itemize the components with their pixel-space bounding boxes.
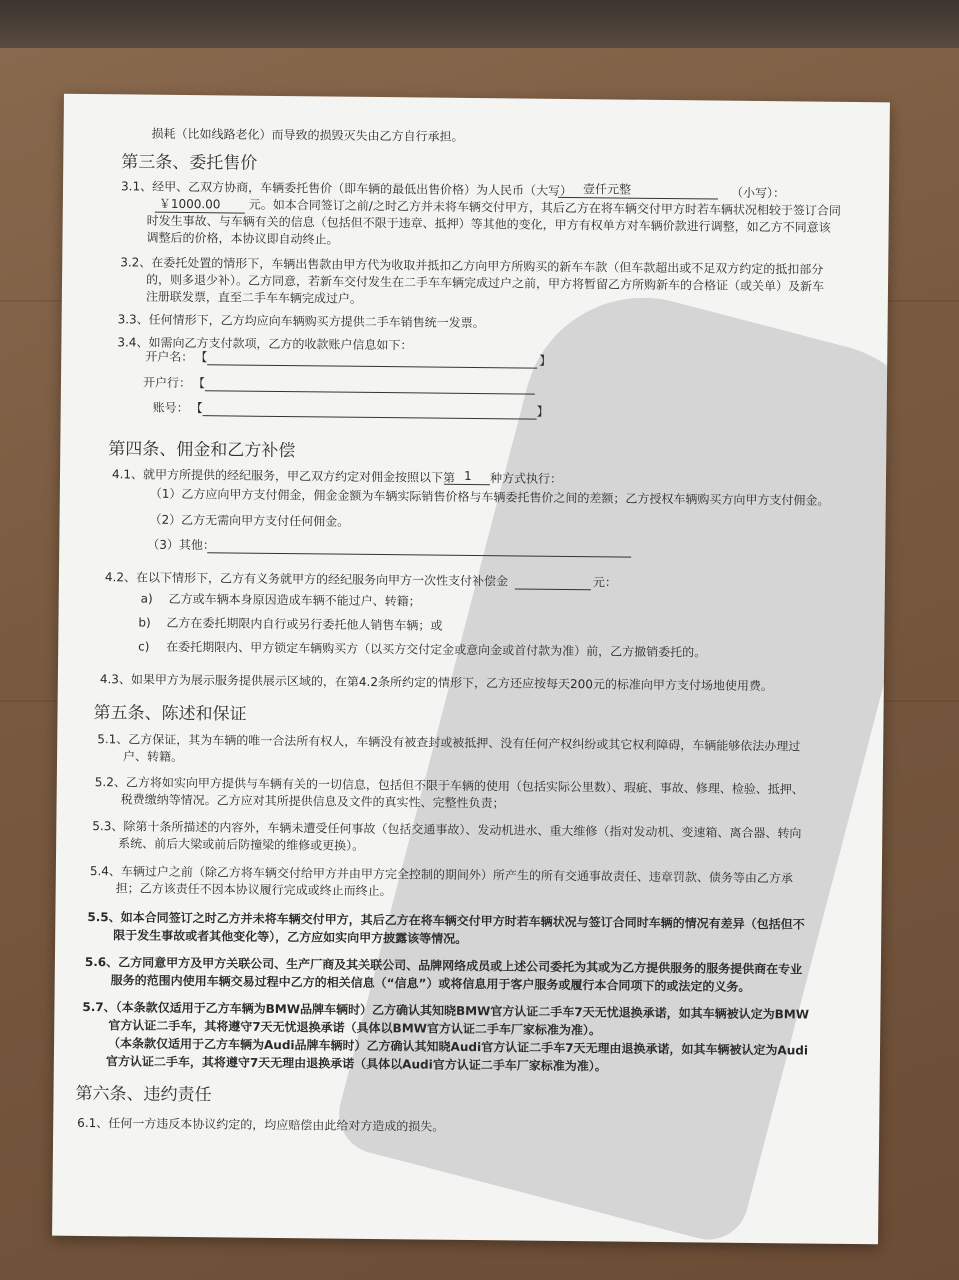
clause-5-7-d: 官方认证二手车，其将遵守7天无理由退换承诺（具体以Audi官方认证二手车厂家标准为准）。: [105, 1054, 607, 1074]
account-number-field[interactable]: [203, 414, 537, 419]
clause-3-1-a: 3.1、经甲、乙双方协商，车辆委托售价（即车辆的最低出售价格）为人民币（大写）: [120, 179, 573, 199]
account-bank-field[interactable]: [205, 389, 535, 394]
clause-3-1-c: 时发生事故、与车辆有关的信息（包括但不限于违章、抵押）等其他的变化，甲方有权单方对车辆价款进行调整，如乙方不同意该: [146, 213, 831, 235]
item-b-text: 乙方在委托期限内自行或另行委托他人销售车辆；或: [166, 615, 443, 633]
option-1: （1）乙方应向甲方支付佣金，佣金金额为车辆实际销售价格与车辆委托售价之间的差额；乙方授权车辆购买方向甲方支付佣金。: [149, 486, 830, 508]
clause-5-7-b: 官方认证二手车，其将遵守7天无忧退换承诺（具体以BMW官方认证二手车厂家标准为准）。: [108, 1018, 601, 1038]
commission-option-number: 1: [463, 468, 472, 483]
article-3-title: 第三条、委托售价: [121, 152, 258, 174]
clause-3-2-c: 注册联发票，直至二手车车辆完成过户。: [145, 289, 362, 306]
clause-3-2-a: 3.2、在委托处置的情形下，车辆出售款由甲方代为收取并抵扣乙方向甲方所购买的新车车款（但车款超出或不足双方约定的抵扣部分: [120, 255, 824, 277]
clause-5-7-a: 5.7、（本条款仅适用于乙方车辆为BMW品牌车辆时）乙方确认其知晓BMW官方认证二手车7天无忧退换承诺，如其车辆被认定为BMW: [82, 999, 810, 1022]
bracket-left: 【: [195, 350, 208, 365]
clause-5-5-b: 限于发生事故或者其他变化等），乙方应如实向甲方披露该等情况。: [113, 928, 468, 946]
article-4-title: 第四条、佣金和乙方补偿: [108, 439, 296, 462]
background-top-strip: [0, 0, 959, 48]
clause-5-2-a: 5.2、乙方将如实向甲方提供与车辆有关的一切信息，包括但不限于车辆的使用（包括实际公里数）、瑕疵、事故、修理、检验、抵押、: [94, 775, 804, 797]
bracket-right: 】: [539, 353, 552, 368]
clause-5-1-b: 户、转籍。: [122, 749, 184, 764]
clause-3-1-b: 元。如本合同签订之前/之时乙方并未将车辆交付甲方，其后乙方在将车辆交付甲方时若车辆状况相较于签订合同: [248, 197, 841, 218]
item-c-text: 在委托期限内、甲方锁定车辆购买方（以买方交付定金或意向金或首付款为准）前，乙方撤销委托的。: [166, 639, 707, 660]
clause-4-2-a: 4.2、在以下情形下，乙方有义务就甲方的经纪服务向甲方一次性支付补偿金: [104, 570, 509, 589]
item-a-label: a): [140, 591, 153, 606]
clause-5-4-b: 担；乙方该责任不因本协议履行完成或终止而终止。: [115, 881, 392, 899]
account-name-label: 开户名：: [145, 349, 194, 365]
article-5-title: 第五条、陈述和保证: [93, 703, 247, 725]
clause-3-4: 3.4、如需向乙方支付款项，乙方的收款账户信息如下：: [117, 335, 413, 353]
amount-uppercase-line: [558, 196, 718, 200]
clause-5-7-c: （本条款仅适用于乙方车辆为Audi品牌车辆时）乙方确认其知晓Audi官方认证二手车7天无理由退换承诺，如其车辆被认定为Audi: [107, 1036, 809, 1058]
amount-uppercase: 壹仟元整: [582, 182, 632, 197]
clause-4-2-b: 元：: [592, 575, 618, 590]
clause-4-1-a: 4.1、就甲方所提供的经纪服务，甲乙双方约定对佣金按照以下第: [111, 467, 456, 485]
clause-5-6-b: 服务的范围内使用车辆交易过程中乙方的相关信息（“信息”）或将信息用于客户服务或履行本合同项下的或法定的义务。: [110, 973, 751, 994]
compensation-field[interactable]: [515, 587, 591, 590]
item-c-label: c): [138, 639, 150, 654]
account-number-label: 账号：: [152, 400, 189, 416]
account-name-field[interactable]: [207, 363, 537, 368]
lowercase-label: （小写）：: [730, 185, 786, 201]
clause-6-1: 6.1、任何一方违反本协议约定的，均应赔偿由此给对方造成的损失。: [77, 1115, 445, 1134]
option-3-field[interactable]: [207, 551, 631, 557]
clause-4-1-b: 种方式执行：: [489, 471, 563, 486]
clause-5-4-a: 5.4、车辆过户之前（除乙方将车辆交付给甲方并由甲方完全控制的期间外）所产生的所有交通事故责任、违章罚款、债务等由乙方承: [89, 864, 793, 886]
amount-lowercase: ￥1000.00: [158, 196, 221, 212]
option-2: （2）乙方无需向甲方支付任何佣金。: [149, 512, 350, 529]
bracket-right: 】: [536, 404, 549, 419]
intro-text: 损耗（比如线路老化）而导致的损毁灭失由乙方自行承担。: [151, 126, 464, 144]
clause-5-1-a: 5.1、乙方保证，其为车辆的唯一合法所有权人，车辆没有被查封或被抵押、没有任何产权纠纷或其它权利障碍，车辆能够依法办理过: [97, 732, 801, 754]
account-bank-label: 开户行：: [142, 375, 192, 391]
option-3: （3）其他：: [147, 537, 215, 553]
clause-5-3-b: 系统、前后大梁或前后防撞梁的维修或更换）。: [118, 836, 365, 853]
clause-3-2-b: 的，则多退少补）。乙方同意，若新车交付发生在二手车车辆完成过户之前，甲方将暂留乙方所购新车的合格证（或关单）及新车: [145, 272, 825, 294]
clause-3-3: 3.3、任何情形下，乙方均应向车辆购买方提供二手车销售统一发票。: [117, 312, 485, 331]
clause-5-5-a: 5.5、如本合同签订之时乙方并未将车辆交付甲方，其后乙方在将车辆交付甲方时若车辆状况与签订合同时车辆的情况有差异（包括但不: [87, 909, 805, 932]
contract-page: [52, 94, 890, 1245]
item-a-text: 乙方或车辆本身原因造成车辆不能过户、转籍；: [168, 591, 421, 609]
clause-5-6-a: 5.6、乙方同意甲方及甲方关联公司、生产厂商及其关联公司、品牌网络成员或上述公司委托为其或为乙方提供服务的服务提供商在专业: [84, 954, 803, 977]
clause-5-2-b: 税费缴纳等情况。乙方应对其所提供信息及文件的真实性、完整性负责；: [120, 792, 505, 811]
bracket-left: 【: [192, 376, 206, 391]
clause-3-1-d: 调整后的价格，本协议即自动终止。: [146, 230, 339, 247]
item-b-label: b): [138, 615, 151, 630]
contract-content: [52, 94, 890, 1245]
bracket-left: 【: [190, 401, 203, 416]
clause-5-3-a: 5.3、除第十条所描述的内容外，车辆未遭受任何事故（包括交通事故）、发动机进水、重大维修（指对发动机、变速箱、离合器、转向: [92, 819, 802, 841]
article-6-title: 第六条、违约责任: [75, 1083, 212, 1106]
clause-4-3: 4.3、如果甲方为展示服务提供展示区域的，在第4.2条所约定的情形下，乙方还应按每天200元的标准向甲方支付场地使用费。: [99, 672, 773, 694]
